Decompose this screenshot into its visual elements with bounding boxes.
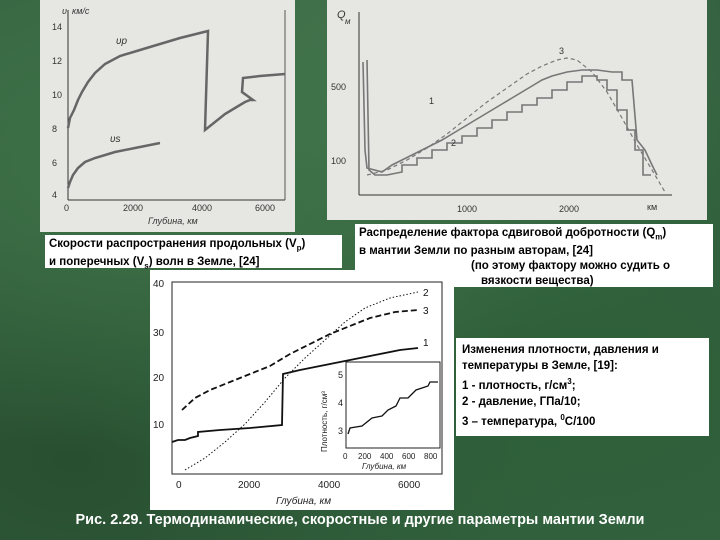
velocity-caption-line2-end: ) волн в Земле, [24] — [148, 256, 260, 269]
vs-curve — [68, 143, 160, 188]
inset-x-tick: 200 — [358, 452, 372, 461]
density-chart-panel — [150, 270, 454, 510]
velocity-caption-sub1: p — [296, 243, 302, 253]
density-caption-line3-end: ; — [571, 379, 576, 392]
q-x-tick: км — [647, 202, 658, 212]
q-factor-chart — [327, 0, 707, 220]
velocity-x-tick: 0 — [64, 203, 70, 213]
density-caption-line2: температуры в Земле, [19]: — [462, 360, 618, 372]
velocity-caption — [45, 235, 342, 271]
inset-y-tick: 3 — [338, 426, 344, 436]
q-caption-line1: Распределение фактора сдвиговой добротности (Q — [359, 227, 656, 239]
q-curve-3 — [367, 58, 665, 192]
q-y-label-sub: м — [345, 17, 351, 26]
q-x-tick: 1000 — [457, 204, 478, 214]
density-caption-line4: 2 - давление, ГПа/10; — [462, 395, 581, 408]
velocity-y-tick: 8 — [52, 124, 58, 134]
velocity-caption-line2: и поперечных (V — [49, 256, 145, 269]
density-y-tick: 20 — [153, 373, 165, 384]
density-y-tick: 10 — [153, 420, 165, 431]
density-caption — [456, 338, 709, 436]
density-caption-line5-end: С/100 — [564, 415, 596, 428]
q-caption-line4: вязкости вещества) — [481, 275, 594, 288]
velocity-caption-line1-end: ) — [301, 238, 306, 250]
density-x-tick: 6000 — [398, 480, 421, 491]
velocity-x-label: Глубина, км — [148, 216, 198, 226]
density-inset — [320, 362, 440, 471]
q-y-tick: 500 — [331, 82, 347, 92]
density-curve-label: 2 — [423, 288, 429, 299]
q-curve-label: 2 — [451, 138, 457, 148]
q-caption-line1-end: ) — [662, 227, 667, 239]
inset-x-tick: 400 — [380, 452, 394, 461]
velocity-caption-line1: Скорости распространения продольных (V — [49, 238, 297, 250]
density-y-tick: 30 — [153, 328, 165, 339]
density-curve-label: 1 — [423, 338, 429, 349]
velocity-y-tick: 4 — [52, 190, 58, 200]
density-x-tick: 4000 — [318, 480, 341, 491]
density-caption-line5: 3 – температура, — [462, 415, 561, 428]
density-y-tick: 40 — [153, 279, 165, 290]
vp-curve — [68, 31, 285, 130]
q-caption-line2: в мантии Земли по разным авторам, [24] — [359, 245, 593, 258]
q-caption-sub: m — [655, 232, 663, 242]
figure-footer: Рис. 2.29. Термодинамические, скоростные и другие параметры мантии Земли — [75, 512, 645, 528]
density-chart — [150, 270, 454, 510]
inset-x-tick: 600 — [402, 452, 416, 461]
velocity-y-tick: 6 — [52, 158, 58, 168]
q-curve-label: 3 — [559, 46, 565, 56]
velocity-x-tick: 4000 — [192, 203, 213, 213]
inset-x-tick: 0 — [343, 452, 348, 461]
velocity-x-tick: 2000 — [123, 203, 144, 213]
vs-label: υs — [110, 134, 121, 145]
density-caption-line1: Изменения плотности, давления и — [462, 344, 659, 356]
inset-x-tick: 800 — [424, 452, 438, 461]
velocity-chart — [40, 0, 295, 232]
inset-y-tick: 4 — [338, 398, 344, 408]
density-caption-line3: 1 - плотность, г/см — [462, 379, 568, 392]
velocity-y-tick: 12 — [52, 56, 63, 66]
velocity-y-tick: 14 — [52, 22, 63, 32]
inset-y-tick: 5 — [338, 370, 344, 380]
q-y-label: Q — [337, 9, 346, 21]
velocity-y-tick: 10 — [52, 90, 63, 100]
q-curve-label: 1 — [429, 96, 435, 106]
inset-y-label: Плотность, г/см³ — [320, 391, 329, 452]
velocity-y-label: υ, км/с — [62, 6, 90, 16]
q-caption-line3: (по этому фактору можно судить о — [471, 260, 671, 273]
density-x-label: Глубина, км — [276, 496, 332, 507]
density-x-tick: 2000 — [238, 480, 261, 491]
q-y-tick: 100 — [331, 156, 347, 166]
q-x-tick: 2000 — [559, 204, 580, 214]
density-caption-line3-sup: 3 — [567, 377, 572, 386]
density-x-tick: 0 — [176, 480, 182, 491]
velocity-caption-sub2: s — [144, 261, 149, 271]
inset-x-label: Глубина, км — [362, 462, 407, 471]
velocity-x-tick: 6000 — [255, 203, 276, 213]
vp-label: υp — [116, 36, 128, 47]
density-curve-label: 3 — [423, 306, 429, 317]
q-factor-chart-panel — [327, 0, 707, 220]
density-caption-line5-sup: 0 — [560, 412, 565, 422]
q-curve-1 — [363, 62, 657, 175]
velocity-chart-panel — [40, 0, 295, 232]
q-curve-2 — [367, 60, 651, 175]
